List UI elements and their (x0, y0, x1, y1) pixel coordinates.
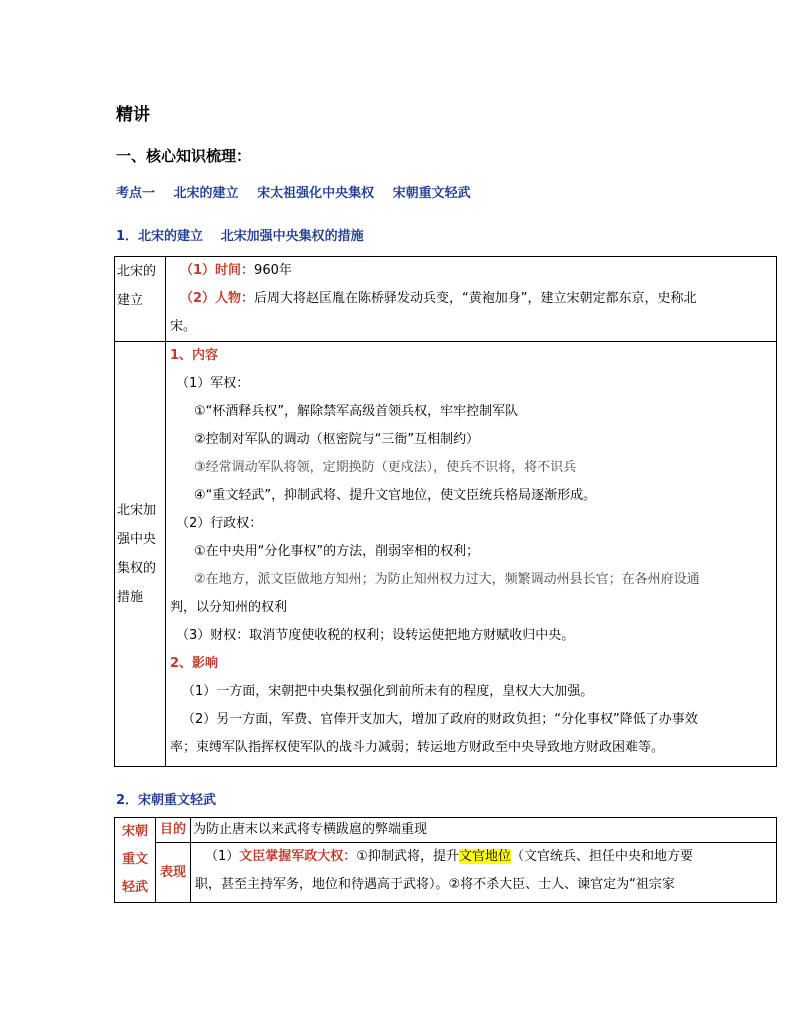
military-title: （1）军权： (176, 376, 250, 391)
table-row (115, 257, 777, 342)
section2-title: 2．宋朝重文轻武 (116, 793, 217, 808)
finance: （3）财权：取消节度使收税的权利；设转运使把地方财赋收归中央。 (176, 628, 575, 643)
section-heading: 一、核心知识梳理： (116, 147, 252, 165)
person-text-1: 后周大将赵匡胤在陈桥驿发动兵变，“黄袍加身”，建立宋朝定都东京，史称北 (254, 291, 697, 306)
impact-2-line2: 率；束缚军队指挥权使军队的战斗力减弱；转运地方财政至中央导致地方财政困难等。 (170, 740, 665, 755)
impact-title: 2、影响 (170, 656, 219, 671)
military-3: ③经常调动军队将领，定期换防（更戍法），使兵不识将，将不识兵 (194, 460, 577, 475)
topic-part-3: 宋朝重文轻武 (392, 186, 471, 201)
show-line2: 职，甚至主持军务，地位和待遇高于武将）。②将不杀大臣、士人、谏官定为“祖宗家 (195, 877, 675, 892)
admin-title: （2）行政权： (176, 516, 263, 531)
military-2: ②控制对军队的调动（枢密院与“三衙”互相制约） (194, 432, 480, 447)
military-1: ①“杯酒释兵权”，解除禁军高级首领兵权，牢牢控制军队 (194, 404, 519, 419)
time-value: 960年 (254, 263, 292, 278)
person-text-2: 宋。 (170, 319, 197, 334)
table-row (115, 843, 777, 903)
table-row (115, 818, 777, 843)
content-title: 1、内容 (170, 348, 219, 363)
impact-2-line1: （2）另一方面，军费、官俸开支加大，增加了政府的财政负担；“分化事权”降低了办事效 (182, 712, 698, 727)
section1-title: 1．北宋的建立 北宋加强中央集权的措施 (116, 229, 364, 244)
row-label-founding: 北宋的建立 (115, 257, 166, 342)
time-label: （1）时间： (180, 263, 255, 278)
show-highlight: 文官地位 (458, 849, 511, 864)
show-red: 文臣掌握军政大权： (239, 849, 357, 864)
show-a: ①抑制武将，提升 (356, 849, 459, 864)
topic-part-1: 北宋的建立 (173, 186, 239, 201)
military-4: ④“重文轻武”，抑制武将、提升文官地位，使文臣统兵格局逐渐形成。 (194, 488, 597, 503)
show-b: （文官统兵、担任中央和地方要 (510, 849, 693, 864)
purpose-text: 为防止唐末以来武将专横跋扈的弊端重现 (191, 818, 777, 843)
purpose-label: 目的 (156, 818, 191, 843)
culture-row-label (115, 818, 156, 903)
measures-table (114, 256, 777, 767)
admin-2-line2: 判，以分知州的权利 (170, 600, 288, 615)
topic-line (116, 182, 485, 201)
measures-cell (166, 342, 777, 767)
impact-1: （1）一方面，宋朝把中央集权强化到前所未有的程度，皇权大大加强。 (182, 684, 594, 699)
show-prefix: （1） (205, 849, 240, 864)
show-cell (191, 843, 777, 903)
show-label: 表现 (156, 843, 191, 903)
admin-2-line1: ②在地方，派文臣做地方知州；为防止知州权力过大，频繁调动州县长官；在各州府设通 (194, 572, 700, 587)
person-label: （2）人物： (180, 291, 255, 306)
page-heading: 精讲 (116, 105, 150, 125)
topic-part-2: 宋太祖强化中央集权 (257, 186, 375, 201)
topic-prefix: 考点一 (116, 186, 156, 201)
row-label-measures (115, 342, 166, 767)
measures-label: 北宋加强中央集权的措施 (117, 503, 157, 605)
culture-label: 宋朝重文轻武 (121, 824, 148, 895)
admin-1: ①在中央用“分化事权”的方法，削弱宰相的权利； (194, 544, 480, 559)
founding-cell (166, 257, 777, 342)
table-row (115, 342, 777, 767)
culture-table (114, 817, 777, 903)
